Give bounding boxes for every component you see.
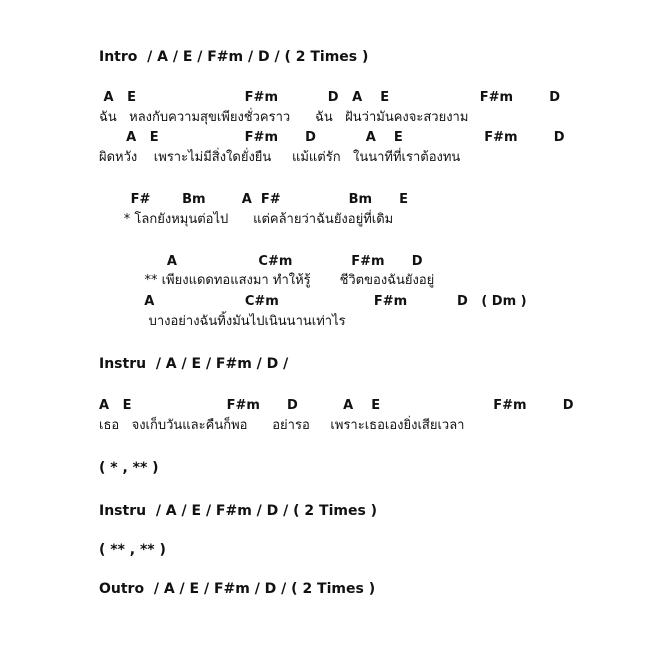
verse2-lyric: เธอ จงเก็บวันและคืนก็พอ อย่ารอ เพราะเธอเองยิ่งเสียเวลา: [99, 418, 465, 433]
intro-line: Intro / A / E / F#m / D / ( 2 Times ): [99, 49, 369, 65]
chorus2-chords-1: A C#m F#m D: [99, 254, 423, 269]
instru-line-1: Instru / A / E / F#m / D /: [99, 356, 289, 372]
verse2-chords: A E F#m D A E F#m D: [99, 398, 574, 413]
repeat-line-2: ( ** , ** ): [99, 542, 166, 558]
chorus2-chords-2: A C#m F#m D ( Dm ): [99, 294, 527, 309]
chorus1-chords: F# Bm A F# Bm E: [99, 192, 409, 207]
instru-line-2: Instru / A / E / F#m / D / ( 2 Times ): [99, 503, 378, 519]
outro-line: Outro / A / E / F#m / D / ( 2 Times ): [99, 581, 376, 597]
verse1-lyric-2: ผิดหวัง เพราะไม่มีสิ่งใดยั่งยืน แม้แต่รัก ในนาทีที่เราต้องทน: [99, 150, 461, 165]
verse1-chords-1: A E F#m D A E F#m D: [99, 90, 561, 105]
chorus2-lyric-1: ** เพียงแดดทอแสงมา ทำให้รู้ ชีวิตของฉันยังอยู่: [99, 273, 435, 288]
repeat-line-1: ( * , ** ): [99, 460, 159, 476]
verse1-lyric-1: ฉัน หลงกับความสุขเพียงชั่วคราว ฉัน ฝันว่ามันคงจะสวยงาม: [99, 110, 469, 125]
verse1-chords-2: A E F#m D A E F#m D: [99, 130, 565, 145]
chorus2-lyric-2: บางอย่างฉันทิ้งมันไปเนินนานเท่าไร: [99, 314, 346, 329]
chorus1-lyric: * โลกยังหมุนต่อไป แต่คล้ายว่าฉันยังอยู่ที่เดิม: [99, 212, 394, 227]
